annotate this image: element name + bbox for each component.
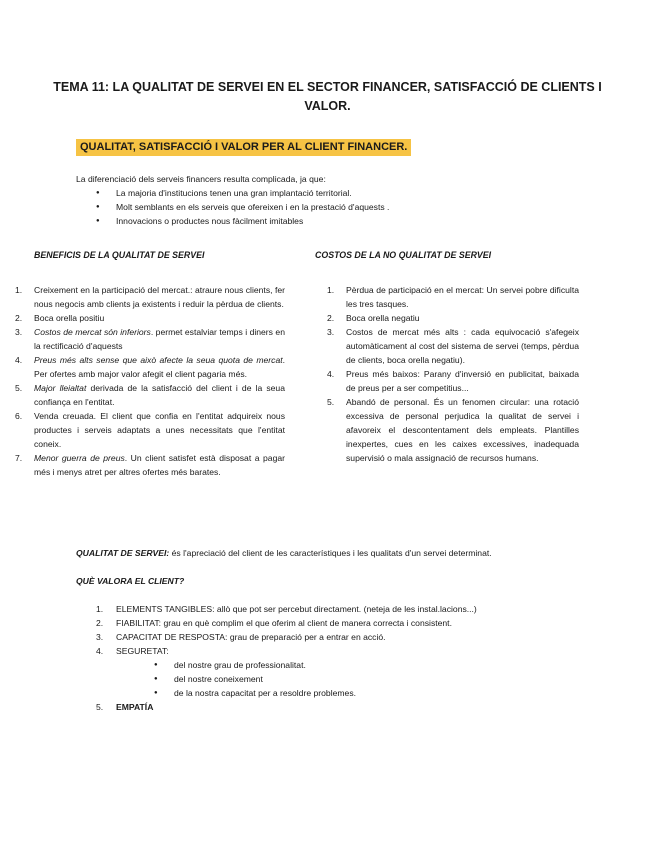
- bullet-item: ● del nostre coneixement: [154, 672, 556, 686]
- item-text: Venda creuada. El client que confia en l'entitat adquireix nous productes i serveis adaptats a unes necessitats que l'entitat coneix.: [34, 411, 285, 449]
- item-number: 4.: [15, 355, 23, 365]
- item-number: 1.: [96, 604, 104, 614]
- item-number: 1.: [15, 285, 23, 295]
- item-number: 4.: [96, 646, 104, 656]
- definition: [76, 546, 492, 560]
- list-item: [15, 381, 285, 409]
- costs-list: [327, 283, 579, 465]
- list-item: [15, 451, 285, 479]
- benefits-list: [15, 283, 285, 479]
- criterion-item: [96, 630, 556, 644]
- criterion-text: : grau de preparació per a entrar en acció.: [225, 632, 386, 642]
- item-text: Costos de mercat més alts : cada equivocació s'afegeix automàticament al cost del sistema de servei (temps, pèrdua de clients, boca orella negatiu).: [346, 327, 579, 365]
- item-number: 3.: [96, 632, 104, 642]
- criterion-item: [96, 644, 556, 700]
- item-text: Boca orella positiu: [34, 313, 105, 323]
- bullet-item: ● Innovacions o productes nous fàcilment imitables: [96, 214, 389, 228]
- definition-term: QUALITAT DE SERVEI:: [76, 548, 170, 558]
- criterion-label: SEGURETAT: [116, 646, 167, 656]
- criterion-text: :: [166, 646, 169, 656]
- criteria-list: [96, 602, 556, 714]
- criterion-text: : grau en què complim el que oferim al client de manera correcta i consistent.: [158, 618, 452, 628]
- definition-text: és l'apreciació del client de les característiques i les qualitats d'un servei determinat.: [169, 548, 492, 558]
- intro-block: [76, 172, 389, 228]
- highlighted-section-heading: QUALITAT, SATISFACCIÓ I VALOR PER AL CLIENT FINANCER.: [76, 139, 411, 156]
- item-number: 3.: [327, 327, 335, 337]
- list-item: [327, 325, 579, 367]
- bullet-item: ● del nostre grau de professionalitat.: [154, 658, 556, 672]
- item-number: 5.: [15, 383, 23, 393]
- item-emphasis: Costos de mercat són inferiors: [34, 327, 151, 337]
- item-number: 2.: [15, 313, 23, 323]
- item-text: Pèrdua de participació en el mercat: Un servei pobre dificulta les tres tasques.: [346, 285, 579, 309]
- list-item: [327, 395, 579, 465]
- item-number: 5.: [96, 702, 104, 712]
- item-text: Preus més baixos: Parany d'inversió en publicitat, baixada de preus per a ser competitius...: [346, 369, 579, 393]
- criterion-item: [96, 602, 556, 616]
- item-number: 3.: [15, 327, 23, 337]
- item-number: 5.: [327, 397, 335, 407]
- criterion-item: [96, 700, 556, 714]
- item-number: 1.: [327, 285, 335, 295]
- bullet-item: ● La majoria d'institucions tenen una gran implantació territorial.: [96, 186, 389, 200]
- criterion-label: CAPACITAT DE RESPOSTA: [116, 632, 226, 642]
- intro-bullets: [96, 186, 389, 228]
- criterion-label: FIABILITAT: [116, 618, 159, 628]
- costs-heading: COSTOS DE LA NO QUALITAT DE SERVEI: [315, 250, 492, 260]
- item-emphasis: Major lleialtat: [34, 383, 87, 393]
- list-item: [15, 311, 285, 325]
- item-text: Creixement en la participació del mercat.: atraure nous clients, fer nous negocis amb clients ja existents i reduir la pèrdua de clients.: [34, 285, 285, 309]
- item-text: . permet estalviar temps i diners en la rectificació d'aquests: [34, 327, 285, 351]
- list-item: [327, 283, 579, 311]
- item-text: Boca orella negatiu: [346, 313, 420, 323]
- list-item: [15, 353, 285, 381]
- criterion-item: [96, 616, 556, 630]
- item-text: . Un client satisfet està disposat a pagar més i menys atret per altres ofertes més barates.: [34, 453, 285, 477]
- bullet-item: ● de la nostra capacitat per a resoldre problemes.: [154, 686, 556, 700]
- bullet-item: ● Molt semblants en els serveis que ofereixen i en la prestació d'aquests .: [96, 200, 389, 214]
- criterion-text: : allò que pot ser percebut directament. (neteja de les instal.lacions...): [212, 604, 477, 614]
- intro-text: La diferenciació dels serveis financers resulta complicada, ja que:: [76, 174, 326, 184]
- item-number: 2.: [327, 313, 335, 323]
- question-heading: QUÈ VALORA EL CLIENT?: [76, 576, 185, 586]
- item-number: 4.: [327, 369, 335, 379]
- item-number: 7.: [15, 453, 23, 463]
- item-number: 6.: [15, 411, 23, 421]
- list-item: [327, 367, 579, 395]
- criterion-label: EMPATÍA: [116, 702, 154, 712]
- item-text: Abandó de personal. És un fenomen circular: una rotació excessiva de personal perjudica la qualitat de servei i afavoreix el descontentament dels empleats. Plantilles inexpertes, cues en les caixes excessives, inadequada supervisió o mala assignació de recursos humans.: [346, 397, 579, 463]
- item-emphasis: Preus més alts sense que això afecte la seua quota de mercat: [34, 355, 283, 365]
- list-item: [15, 283, 285, 311]
- security-sub-bullets: [154, 658, 556, 700]
- list-item: [15, 325, 285, 353]
- benefits-heading: BENEFICIS DE LA QUALITAT DE SERVEI: [34, 250, 205, 260]
- page-title: TEMA 11: LA QUALITAT DE SERVEI EN EL SECTOR FINANCER, SATISFACCIÓ DE CLIENTS I VALOR.: [53, 80, 602, 113]
- item-text: . Per ofertes amb major valor afegit el client pagaria més.: [34, 355, 285, 379]
- list-item: [327, 311, 579, 325]
- item-number: 2.: [96, 618, 104, 628]
- item-text: derivada de la satisfacció del client i de la seua confiança en l'entitat.: [34, 383, 285, 407]
- list-item: [15, 409, 285, 451]
- item-emphasis: Menor guerra de preus: [34, 453, 125, 463]
- criterion-label: ELEMENTS TANGIBLES: [116, 604, 213, 614]
